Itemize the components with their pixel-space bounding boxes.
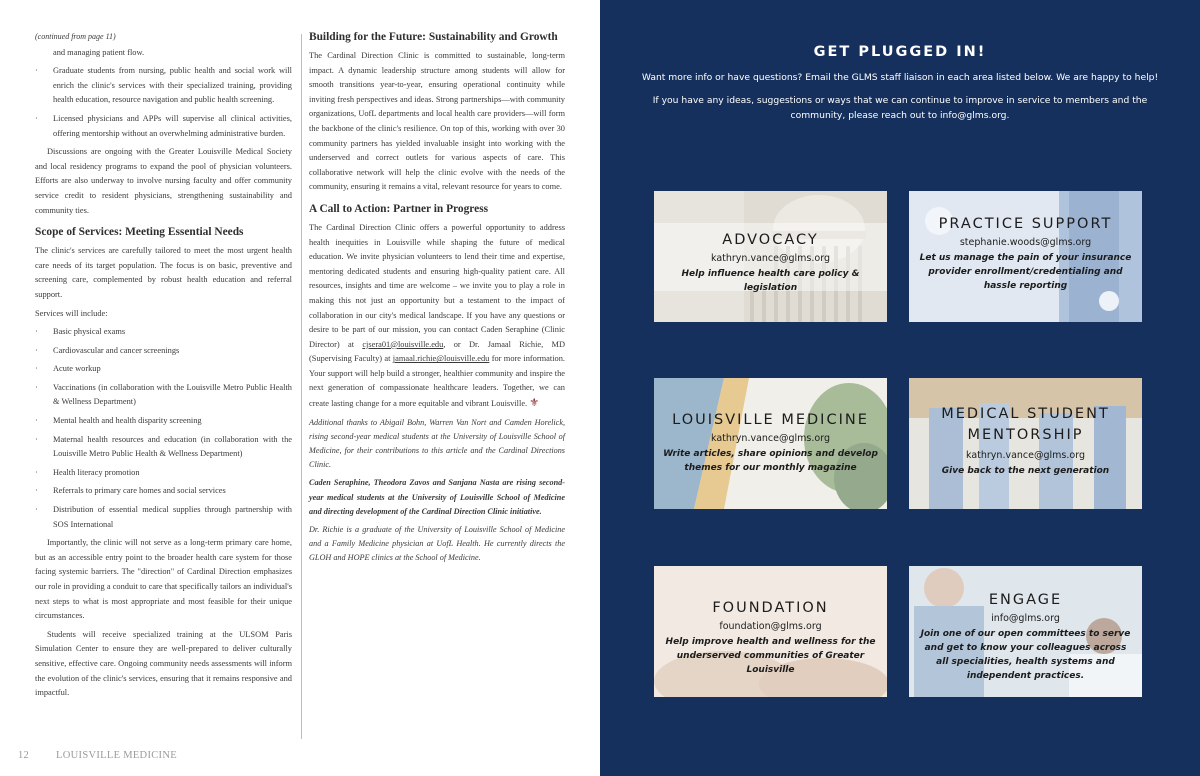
- card-engage[interactable]: [909, 566, 1142, 697]
- card-email[interactable]: foundation@glms.org: [719, 621, 822, 632]
- card-title: ADVOCACY: [722, 232, 819, 248]
- card-description: Help influence health care policy & legislation: [681, 269, 860, 293]
- additional-thanks: Additional thanks to Abigail Bohn, Warren Van Nort and Camden Horelick, rising second-year medical students at the University of Louisville School of Medicine, for their contributions to this article and the Cardinal Directions Clinic.: [309, 417, 565, 470]
- services-list: [35, 325, 292, 532]
- services-intro: Services will include:: [35, 308, 108, 318]
- intro-text: Want more info or have questions? Email the GLMS staff liaison in each area listed below. We are happy to help!: [641, 72, 1159, 83]
- fleur-de-lis-icon: ⚜: [529, 397, 540, 410]
- list-item: · Health literacy promotion: [35, 466, 292, 481]
- card-practice-support[interactable]: [909, 191, 1142, 322]
- email-link-richie[interactable]: jamaal.richie@louisville.edu: [392, 354, 490, 364]
- card-title-line2: MENTORSHIP: [967, 427, 1084, 443]
- list-item: · Basic physical exams: [35, 325, 292, 340]
- card-title: PRACTICE SUPPORT: [938, 216, 1113, 232]
- richie-bio: Dr. Richie is a graduate of the University of Louisville School of Medicine and a Family Medicine physician at UofL Health. He currently directs the GLOH and HOPE clinics at the School of Medicine.: [309, 525, 565, 563]
- page-title: GET PLUGGED IN!: [813, 44, 987, 60]
- continued-note: (continued from page 11): [35, 32, 116, 41]
- list-item: · Distribution of essential medical supplies through partnership with SOS International: [35, 503, 292, 532]
- card-email[interactable]: info@glms.org: [991, 613, 1060, 624]
- card-title: LOUISVILLE MEDICINE: [672, 412, 869, 428]
- card-description: Let us manage the pain of your insurance provider enrollment/credentialing and hassle reporting: [919, 253, 1132, 291]
- column-divider: [301, 34, 302, 739]
- card-title: FOUNDATION: [712, 600, 829, 616]
- card-description: Help improve health and wellness for the underserved communities of Greater Louisville: [665, 637, 876, 675]
- intro-text-contact: If you have any ideas, suggestions or ways that we can continue to improve in service to members and the community, please reach out to info@glms.org.: [652, 95, 1148, 121]
- paragraph-call-to-action: The Cardinal Direction Clinic offers a powerful opportunity to address health inequities in Louisville while shaping the future of medical education. We invite physician volunteers to lend their time and expertise, mentoring dedicated students and ensuring high-quality patient care. All resources, insights and time are welcome – we invite you to play a role in making this not just an opportunity but a testament to the impact of collaboration in our city's medical landscape. If you have any questions or desire to be part of our mission, you can contact Caden Seraphine (Clinic Director) at cjsera01@louisville.edu, or Dr. Jamaal Richie, MD (Supervising Faculty) at jamaal.richie@louisville.edu for more information. Your support will help build a stronger, healthier community and inspire the next generation of compassionate healthcare leaders. Together, we can create lasting change for a more equitable and vibrant Louisville. ⚜: [309, 222, 565, 410]
- article-column-1: [35, 30, 292, 705]
- heading-call-to-action: A Call to Action: Partner in Progress: [309, 202, 489, 215]
- card-email[interactable]: kathryn.vance@glms.org: [966, 450, 1085, 461]
- staffing-list: [35, 64, 292, 141]
- card-email[interactable]: kathryn.vance@glms.org: [711, 253, 830, 264]
- heading-future: Building for the Future: Sustainability and Growth: [309, 31, 558, 43]
- card-foundation[interactable]: [654, 566, 887, 697]
- card-email[interactable]: stephanie.woods@glms.org: [959, 237, 1092, 248]
- page-number: 12: [18, 750, 30, 761]
- page-footer: [18, 750, 177, 761]
- card-louisville-medicine[interactable]: [654, 378, 887, 509]
- card-description: Write articles, share opinions and develop themes for our monthly magazine: [663, 449, 878, 473]
- article-column-2: [309, 30, 565, 570]
- heading-scope: Scope of Services: Meeting Essential Needs: [35, 226, 244, 239]
- list-item: · Referrals to primary care homes and social services: [35, 484, 292, 499]
- list-item: · Mental health and health disparity screening: [35, 414, 292, 429]
- card-email[interactable]: kathryn.vance@glms.org: [711, 433, 830, 444]
- list-item: · Licensed physicians and APPs will supervise all clinical activities, offering mentorship without an overwhelming administrative burden.: [35, 112, 292, 141]
- list-item: · Cardiovascular and cancer screenings: [35, 344, 292, 359]
- list-item: · Maternal health resources and education (in collaboration with the Louisville Metro Public Health & Wellness Department): [35, 433, 292, 462]
- card-description: Give back to the next generation: [941, 466, 1110, 476]
- get-plugged-in-page: [600, 0, 1200, 776]
- paragraph-students: Students will receive specialized training at the ULSOM Paris Simulation Center to ensure they are well-prepared to deliver culturally sensitive, effective care. Ongoing community needs assessments will inform the evolution of the clinic's services, ensuring that it remains responsive and impactful.: [35, 629, 292, 698]
- card-advocacy[interactable]: [654, 191, 887, 322]
- paragraph-future: The Cardinal Direction Clinic is committed to sustainable, long-term impact. A dynamic leadership structure among students will allow for smooth transitions year-to-year, ensuring operational continuity while inviting fresh perspectives and ideas. Strong partnerships—with community organizations, UofL departments and local health care providers—will form the backbone of the clinic's resilience. On top of this, working with over 30 community partners has yielded invaluable insight into working with the underserved and correct outlets for various aspects of care. This collaborative network will help the clinic evolve with the needs of the community, ensuring it remains a vital, relevant resource for years to come.: [309, 51, 565, 192]
- list-item: · Graduate students from nursing, public health and social work will enrich the clinic's services with their specialized training, providing health education, resource navigation and public health screening.: [35, 64, 292, 108]
- paragraph-importantly: Importantly, the clinic will not serve as a long-term primary care home, but as an accessible entry point to the broader health care system for those facing systemic barriers. The "direction" of Cardinal Direction emphasizes our role in providing a conduit to care that specifically tailors an individual's next steps to what is most appropriate and most feasible for their unique circumstances.: [35, 538, 292, 621]
- continued-line: and managing patient flow.: [53, 47, 145, 57]
- email-link-caden[interactable]: cjsera01@louisville.edu: [362, 339, 444, 349]
- list-item: · Vaccinations (in collaboration with the Louisville Metro Public Health & Wellness Department): [35, 381, 292, 410]
- paragraph-discussions: Discussions are ongoing with the Greater Louisville Medical Society and local residency programs to expand the pool of physician volunteers. Efforts are also underway to involve nursing faculty and offer community service credit to resident physicians, strengthening sustainability and community ties.: [35, 147, 292, 215]
- card-description: Join one of our open committees to serve and get to know your colleagues across all specialities, health systems and independent practices.: [920, 629, 1131, 681]
- card-title: ENGAGE: [988, 592, 1063, 608]
- magazine-name: LOUISVILLE MEDICINE: [56, 750, 177, 761]
- paragraph-scope: The clinic's services are carefully tailored to meet the most urgent health care needs of its target population. The focus is on basic, preventive and screening care, complemented by robust health education and referral support.: [35, 246, 292, 299]
- list-item: · Acute workup: [35, 362, 292, 377]
- author-bio: Caden Seraphine, Theodora Zavos and Sanjana Nasta are rising second-year medical students at the University of Louisville School of Medicine and directing development of the Cardinal Direction Clinic initiative.: [309, 478, 565, 516]
- card-title: MEDICAL STUDENT: [941, 406, 1110, 422]
- card-medical-student-mentorship[interactable]: [909, 378, 1142, 509]
